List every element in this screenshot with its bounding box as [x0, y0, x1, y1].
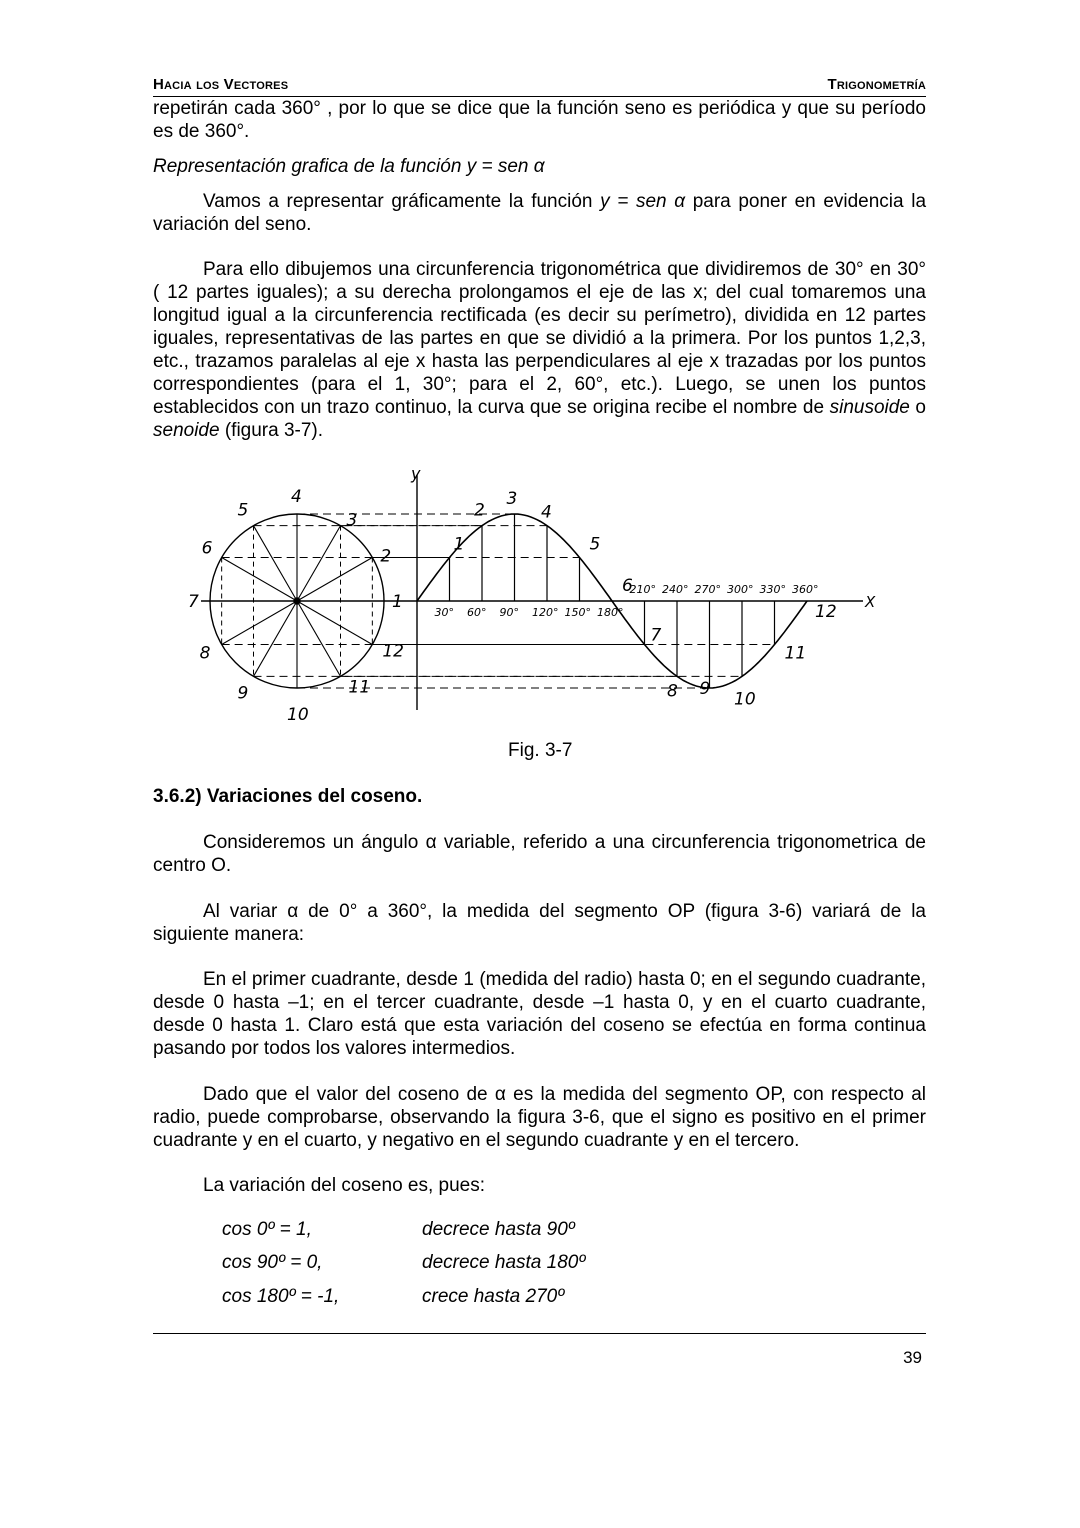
angle-tick-label: 90° [499, 606, 519, 619]
curve-point-label: 5 [589, 534, 601, 555]
construction-text: Para ello dibujemos una circunferencia trigonométrica que dividiremos de 30° en 30° ( 12 partes iguales); a su derecha prolongamos el eje de las x; del cual tomaremos una longitud igual a la circunferencia rectificada (es decir su perímetro), dividida en 12 partes iguales, representativas de las partes en que se dividió a la primera. Por los puntos 1,2,3, etc., trazamos paralelas al eje x hasta las perpendiculares al eje x trazadas por los puntos correspondientes (para el 1, 30°; para el 2, 60°, etc.). Luego, se unen los puntos establecidos con un trazo continuo, la curva que se origina recibe el nombre de [153, 259, 926, 418]
cos-row-change: decrece hasta 180º [422, 1252, 586, 1273]
cos-row-value: cos 180º = -1, [222, 1286, 340, 1307]
cosine-intro-text: Consideremos un ángulo α variable, referido a una circunferencia trigonometrica de centro O. [153, 832, 926, 876]
subtitle-sine-graph: Representación grafica de la función y = sen α [153, 156, 545, 177]
paragraph-sign [153, 1083, 926, 1152]
angle-tick-label: 180° [597, 606, 624, 619]
curve-point-label: 10 [734, 689, 756, 710]
circle-point-label: 2 [380, 546, 392, 567]
angle-tick-label: 30° [434, 606, 454, 619]
circle-point-label: 9 [237, 683, 249, 704]
quadrants-text: En el primer cuadrante, desde 1 (medida del radio) hasta 0; en el segundo cuadrante, desde 0 hasta –1; en el tercer cuadrante, desde –1 hasta 0, y en el cuarto cuadrante, desde 0 hasta 1. Claro está que esta variación del coseno se efectúa en forma continua pasando por todos los valores intermedios. [153, 969, 926, 1059]
angle-tick-label: 330° [759, 583, 786, 596]
radius-line [297, 601, 372, 645]
angle-tick-label: 270° [694, 583, 721, 596]
circle-point-label: 6 [201, 538, 213, 559]
summary-text: La variación del coseno es, pues: [203, 1175, 486, 1196]
cos-row-change: crece hasta 270º [422, 1286, 565, 1307]
paragraph-construction [153, 258, 926, 442]
term-senoide: senoide [153, 420, 220, 441]
circle-point-label: 7 [188, 592, 199, 612]
construction-ref: (figura 3-7). [219, 420, 324, 441]
circle-point-label: 10 [287, 705, 309, 725]
curve-point-label: 6 [622, 576, 633, 596]
header-book-title: Hacia los Vectores [153, 76, 289, 93]
paragraph-cosine-variation [153, 900, 926, 946]
radius-line [222, 558, 297, 602]
sine-curve-figure [188, 464, 895, 725]
paragraph-intro [153, 190, 926, 236]
angle-tick-label: 60° [467, 606, 487, 619]
curve-point-label: 1 [453, 534, 465, 555]
radius-line [254, 601, 298, 676]
page-header [153, 74, 926, 97]
footer-rule [153, 1333, 926, 1334]
circle-point-label: 3 [346, 510, 358, 531]
curve-point-label: 4 [541, 502, 552, 523]
radius-line [254, 526, 298, 601]
paragraph-periodicity-text: repetirán cada 360° , por lo que se dice que la función seno es periódica y que su período es de 360°. [153, 98, 926, 142]
angle-tick-label: 150° [564, 606, 591, 619]
circle-point-label: 12 [382, 641, 404, 662]
page-number: 39 [903, 1348, 922, 1367]
term-sinusoide: sinusoide [829, 397, 910, 418]
cosine-variation-text: Al variar α de 0° a 360°, la medida del segmento OP (figura 3-6) variará de la siguiente manera: [153, 901, 926, 945]
construction-conj: o [909, 397, 926, 418]
paragraph-cosine-intro [153, 831, 926, 877]
intro-text-end: para poner en evidencia la variación del seno. [153, 191, 927, 235]
paragraph-quadrants [153, 968, 926, 1060]
curve-point-label: 2 [474, 500, 485, 521]
angle-tick-label: 210° [629, 583, 656, 596]
header-chapter-title: Trigonometría [827, 76, 926, 93]
y-axis-label: y [411, 464, 421, 483]
cos-row-change: decrece hasta 90º [422, 1219, 575, 1240]
curve-point-label: 12 [815, 602, 837, 622]
radius-line [297, 558, 372, 602]
angle-tick-label: 300° [727, 583, 754, 596]
radius-line [222, 601, 297, 645]
paragraph-summary [153, 1174, 926, 1197]
curve-point-label: 9 [699, 679, 711, 699]
angle-tick-label: 120° [532, 606, 559, 619]
paragraph-periodicity [153, 97, 926, 143]
angle-tick-label: 360° [792, 583, 819, 596]
curve-point-label: 11 [784, 643, 807, 664]
radius-line [297, 601, 341, 676]
figure-caption: Fig. 3-7 [508, 740, 573, 761]
intro-text-start: Vamos a representar gráficamente la función [203, 191, 601, 212]
sign-text: Dado que el valor del coseno de α es la medida del segmento OP, con respecto al radio, puede comprobarse, observando la figura 3-6, que el signo es positivo en el primer cuadrante y en el cuarto, y negativo en el segundo cuadrante y en el tercero. [153, 1084, 926, 1151]
circle-point-label: 8 [199, 643, 211, 664]
circle-point-label: 1 [392, 592, 403, 612]
section-title: 3.6.2) Variaciones del coseno. [153, 786, 423, 807]
angle-tick-label: 240° [662, 583, 689, 596]
curve-point-label: 7 [650, 625, 662, 646]
circle-point-label: 5 [237, 500, 249, 521]
curve-point-label: 3 [506, 489, 518, 509]
circle-point-label: 4 [291, 487, 302, 507]
circle-point-label: 11 [348, 677, 371, 698]
radius-line [297, 526, 341, 601]
x-axis-label: X [865, 593, 876, 611]
cos-row-value: cos 0º = 1, [222, 1219, 312, 1240]
curve-point-label: 8 [667, 681, 678, 702]
intro-formula: y = sen α [600, 191, 686, 212]
cos-row-value: cos 90º = 0, [222, 1252, 323, 1273]
